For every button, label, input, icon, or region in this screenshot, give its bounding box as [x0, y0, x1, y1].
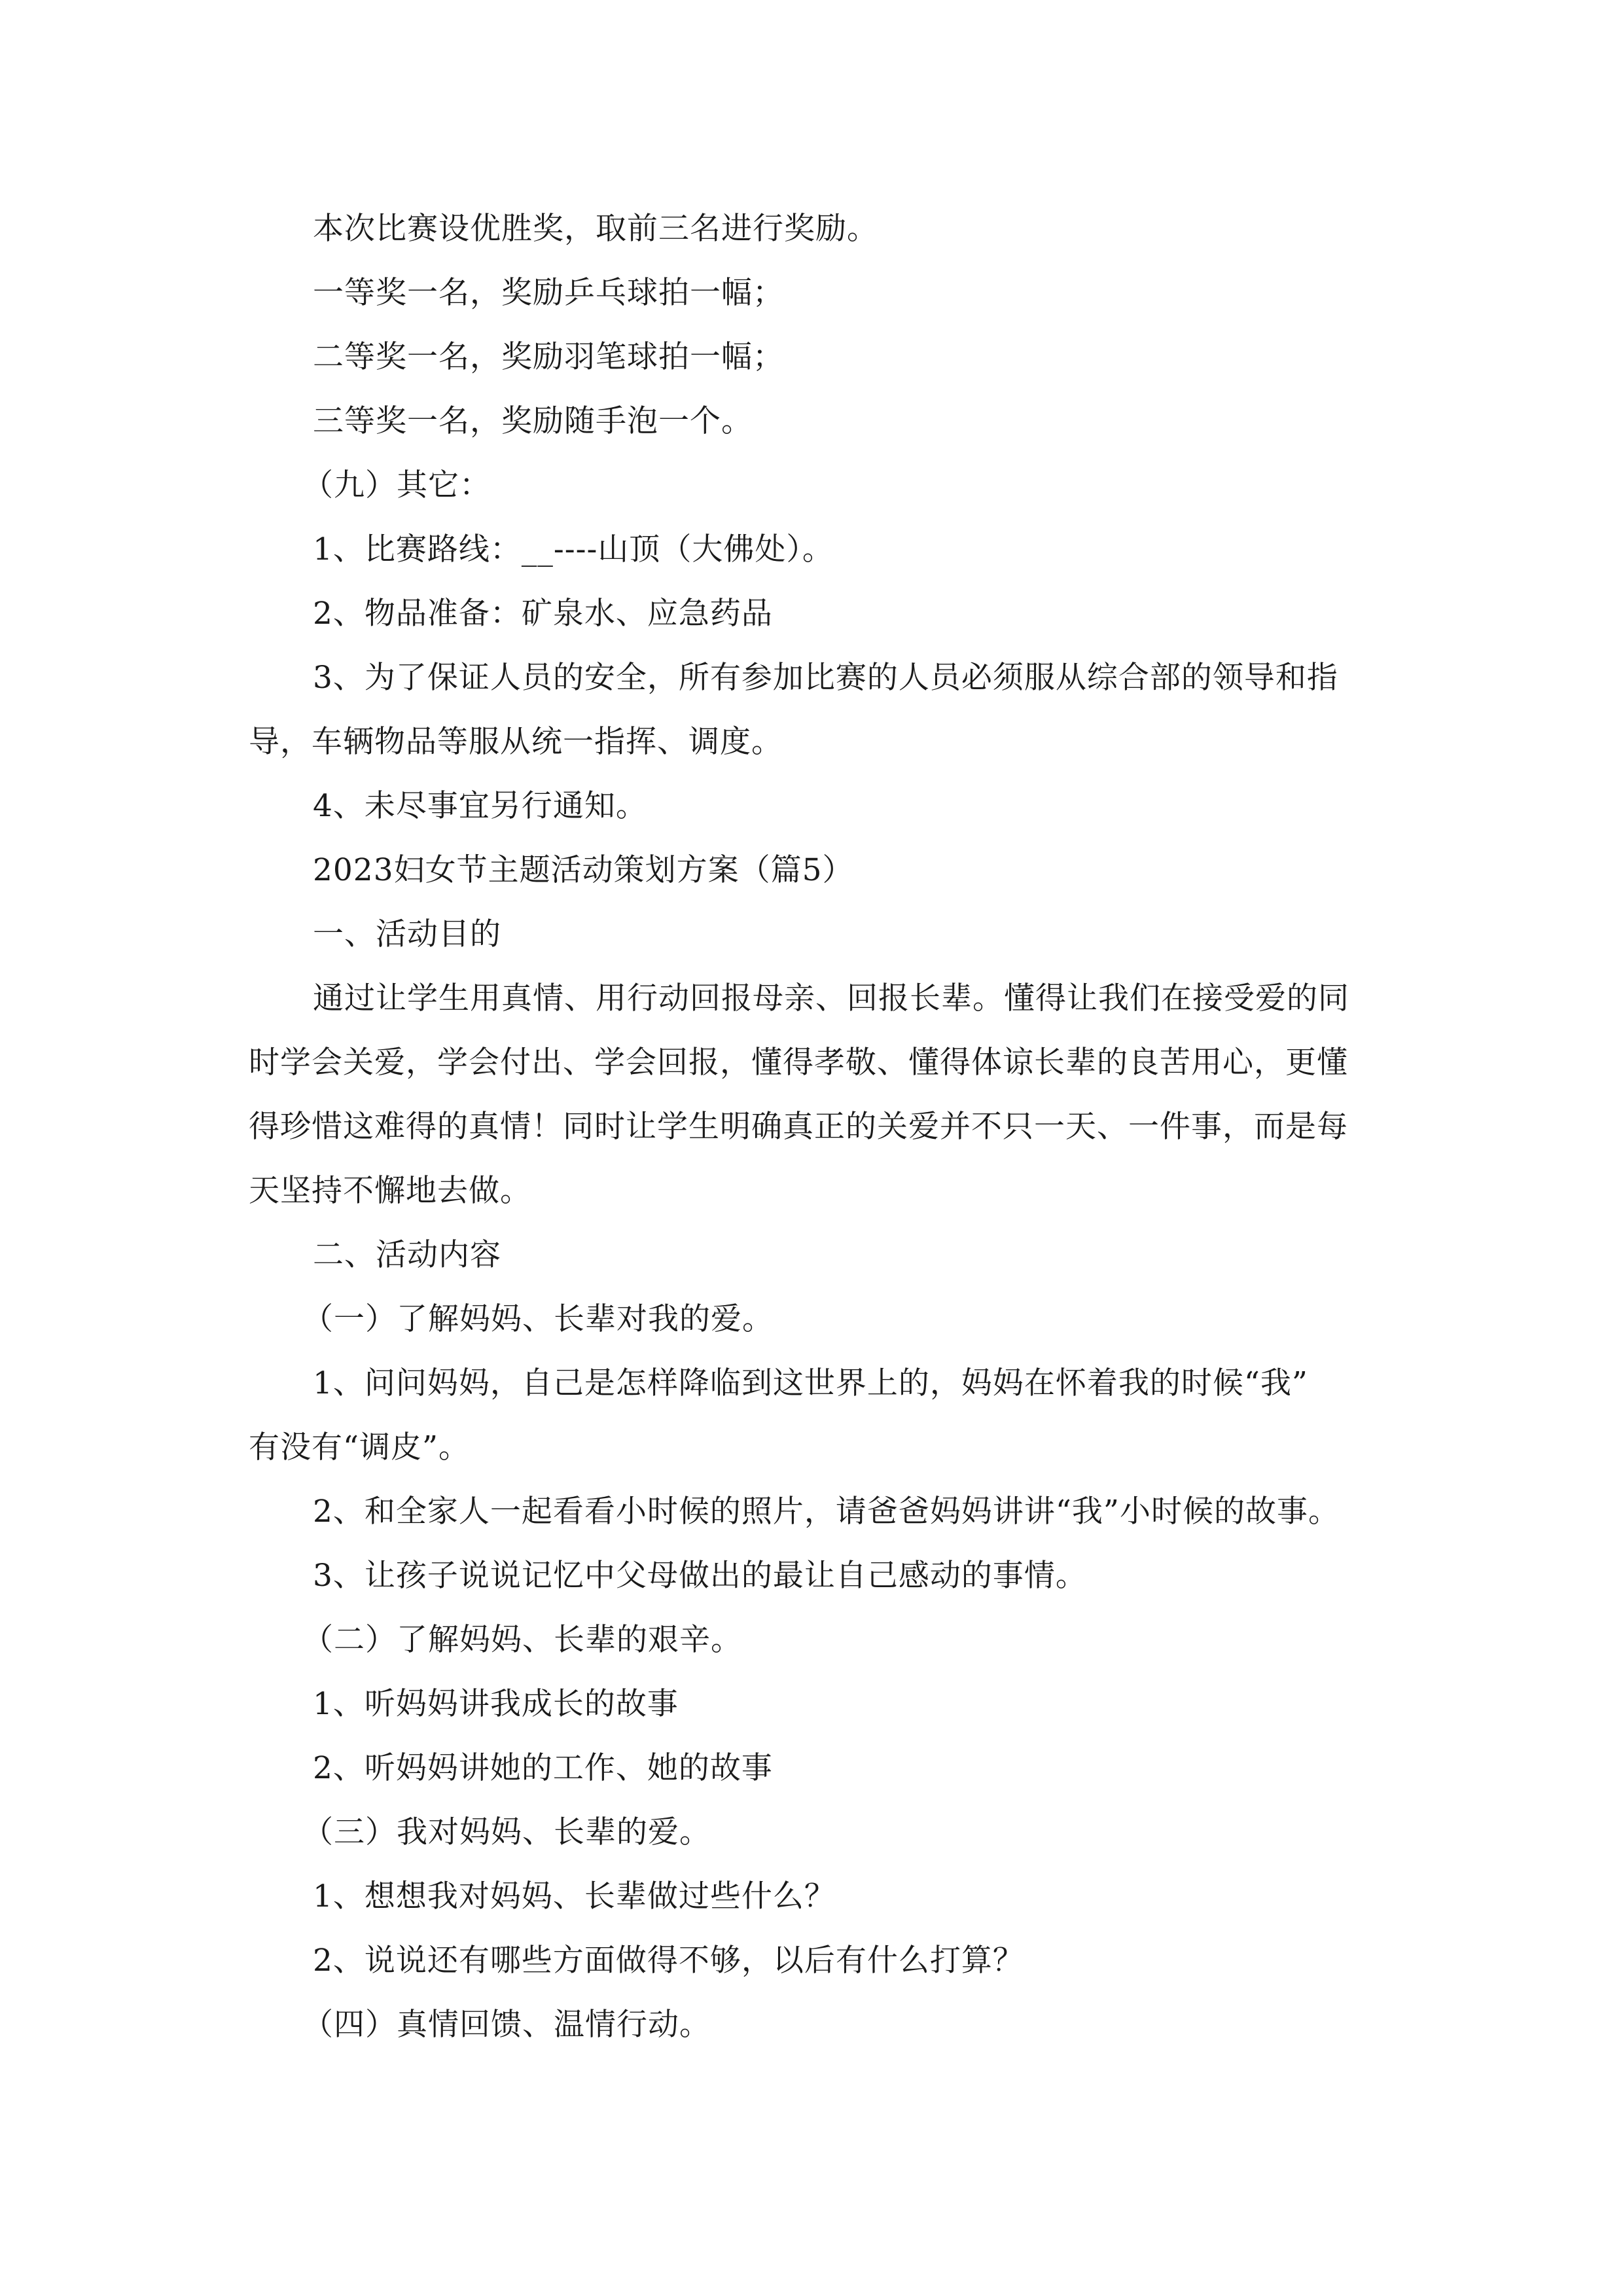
- list-item-plans: 2、说说还有哪些方面做得不够，以后有什么打算？: [313, 1943, 1024, 1979]
- subsection-heading-four: （四）真情回馈、温情行动。: [302, 2007, 711, 2043]
- purpose-paragraph-line-1: 通过让学生用真情、用行动回报母亲、回报长辈。懂得让我们在接受爱的同: [313, 980, 1349, 1016]
- plan-title: 2023妇女节主题活动策划方案（篇5）: [313, 852, 854, 888]
- prize-intro: 本次比赛设优胜奖，取前三名进行奖励。: [313, 211, 878, 247]
- second-prize: 二等奖一名，奖励羽笔球拍一幅；: [313, 339, 784, 375]
- section-heading-content: 二、活动内容: [313, 1237, 501, 1273]
- list-item-memories: 3、让孩子说说记忆中父母做出的最让自己感动的事情。: [313, 1558, 1087, 1594]
- purpose-paragraph-line-2: 时学会关爱，学会付出、学会回报，懂得孝敬、懂得体谅长辈的良苦用心，更懂: [249, 1045, 1348, 1081]
- list-item-route: 1、比赛路线：__----山顶（大佛处）。: [313, 531, 834, 567]
- list-item-notice: 4、未尽事宜另行通知。: [313, 788, 647, 824]
- subsection-heading-three: （三）我对妈妈、长辈的爱。: [302, 1814, 711, 1850]
- third-prize: 三等奖一名，奖励随手泡一个。: [313, 403, 753, 439]
- list-item-safety: 3、为了保证人员的安全，所有参加比赛的人员必须服从综合部的领导和指: [313, 660, 1338, 696]
- list-item-photos: 2、和全家人一起看看小时候的照片，请爸爸妈妈讲讲“我”小时候的故事。: [313, 1494, 1340, 1530]
- list-item-safety-cont: 导，车辆物品等服从统一指挥、调度。: [249, 724, 783, 760]
- list-item-reflect: 1、想想我对妈妈、长辈做过些什么？: [313, 1878, 836, 1914]
- first-prize: 一等奖一名，奖励乒乓球拍一幅；: [313, 275, 784, 311]
- list-item-work-story: 2、听妈妈讲她的工作、她的故事: [313, 1750, 773, 1786]
- section-heading-nine: （九）其它：: [302, 467, 491, 503]
- section-heading-purpose: 一、活动目的: [313, 916, 501, 952]
- list-item-growth-story: 1、听妈妈讲我成长的故事: [313, 1686, 679, 1722]
- list-item-supplies: 2、物品准备：矿泉水、应急药品: [313, 596, 773, 632]
- list-item-ask-mom: 1、问问妈妈，自己是怎样降临到这世界上的，妈妈在怀着我的时候“我”: [313, 1365, 1308, 1401]
- purpose-paragraph-line-3: 得珍惜这难得的真情！同时让学生明确真正的关爱并不只一天、一件事，而是每: [249, 1109, 1348, 1145]
- list-item-ask-mom-cont: 有没有“调皮”。: [249, 1429, 471, 1465]
- subsection-heading-two: （二）了解妈妈、长辈的艰辛。: [302, 1622, 742, 1658]
- purpose-paragraph-line-4: 天坚持不懈地去做。: [249, 1173, 531, 1209]
- subsection-heading-one: （一）了解妈妈、长辈对我的爱。: [302, 1301, 774, 1337]
